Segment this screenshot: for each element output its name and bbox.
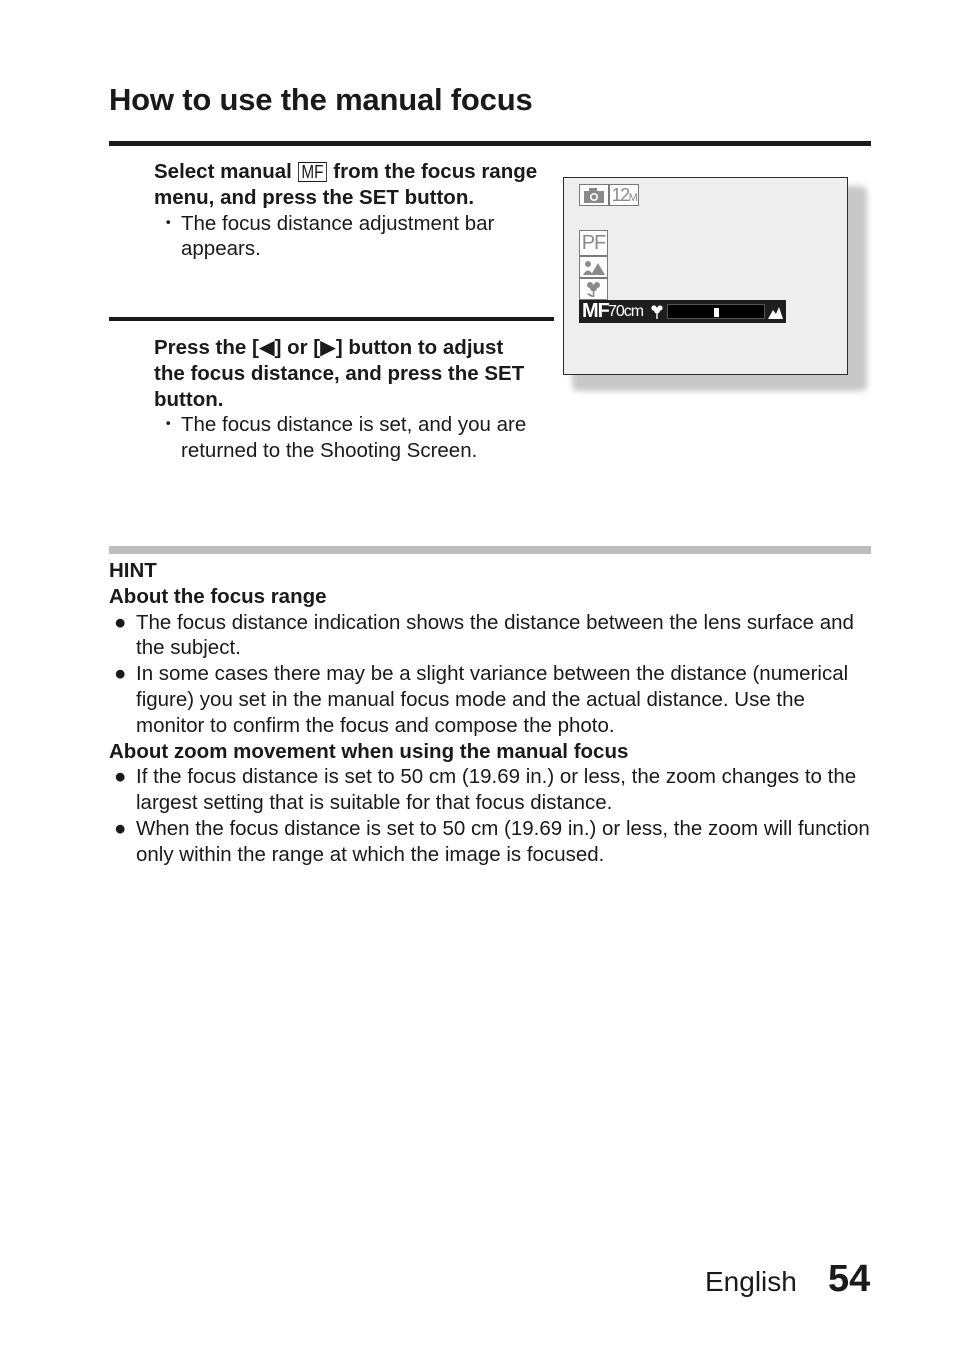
hint-heading-focus-range: About the focus range — [109, 584, 327, 608]
hint-heading-zoom: About zoom movement when using the manual focus — [109, 739, 629, 763]
manual-focus-icon: MF — [298, 162, 327, 182]
step-1-heading-end: from the focus range menu, and press the SET button. — [154, 160, 538, 209]
bullet-dot-icon: ・ — [158, 211, 179, 235]
resolution-unit: M — [628, 192, 637, 204]
photo-filter-icon: PF — [579, 230, 608, 256]
bullet-dot-icon: ● — [114, 816, 127, 840]
bullet-dot-icon: ● — [114, 662, 127, 686]
step-2-note-text: The focus distance is set, and you are returned to the Shooting Screen. — [181, 413, 527, 463]
mf-indicator: MF — [582, 300, 609, 322]
section-divider — [109, 141, 871, 146]
hint-bullet — [109, 816, 874, 868]
hint-bullet-text: In some cases there may be a slight variance between the distance (numerical figure) you set in the manual focus mode and the actual distance. Use the monitor to confirm the focus and compose the photo. — [136, 662, 849, 737]
near-focus-flower-icon — [649, 303, 665, 320]
step-2-note — [154, 412, 539, 464]
section-title: How to use the manual focus — [109, 82, 533, 117]
hint-bullet — [109, 610, 874, 662]
bullet-dot-icon: ● — [114, 610, 127, 634]
resolution-value: 12 — [611, 185, 629, 205]
focus-distance-readout: 70cm — [608, 303, 644, 320]
footer-language: English — [705, 1266, 797, 1297]
hint-divider — [109, 546, 871, 554]
step-divider — [109, 317, 554, 321]
macro-flower-icon — [579, 278, 608, 300]
camera-mode-icon — [579, 184, 609, 206]
hint-bullet — [109, 764, 874, 816]
hint-bullet — [109, 661, 874, 738]
page-number: 54 — [828, 1258, 871, 1300]
step-2-heading: Press the [◀] or [▶] button to adjust the focus distance, and press the SET button. — [154, 336, 525, 411]
scene-portrait-icon — [579, 256, 608, 278]
focus-slider-track — [667, 304, 765, 319]
bullet-dot-icon: ● — [114, 765, 127, 789]
far-focus-mountain-icon — [767, 304, 784, 320]
step-1-heading-start: Select manual — [154, 160, 298, 183]
step-1 — [154, 159, 539, 262]
step-1-heading — [154, 159, 539, 211]
hint-section — [109, 558, 874, 868]
bullet-dot-icon: ・ — [158, 413, 179, 437]
hint-bullet-text: When the focus distance is set to 50 cm (19.69 in.) or less, the zoom will function only within the range at which the image is focused. — [136, 816, 870, 866]
focus-slider-knob — [714, 308, 719, 317]
resolution-icon — [609, 184, 639, 206]
hint-label: HINT — [109, 559, 157, 582]
step-1-note-text: The focus distance adjustment bar appears. — [181, 211, 495, 261]
camera-monitor-illustration — [563, 177, 848, 375]
step-2 — [154, 335, 539, 464]
hint-bullet-text: If the focus distance is set to 50 cm (19.69 in.) or less, the zoom changes to the largest setting that is suitable for that focus distance. — [136, 765, 857, 815]
step-1-note — [154, 211, 539, 263]
hint-bullet-text: The focus distance indication shows the distance between the lens surface and the subject. — [136, 610, 854, 660]
focus-distance-bar — [579, 300, 786, 323]
